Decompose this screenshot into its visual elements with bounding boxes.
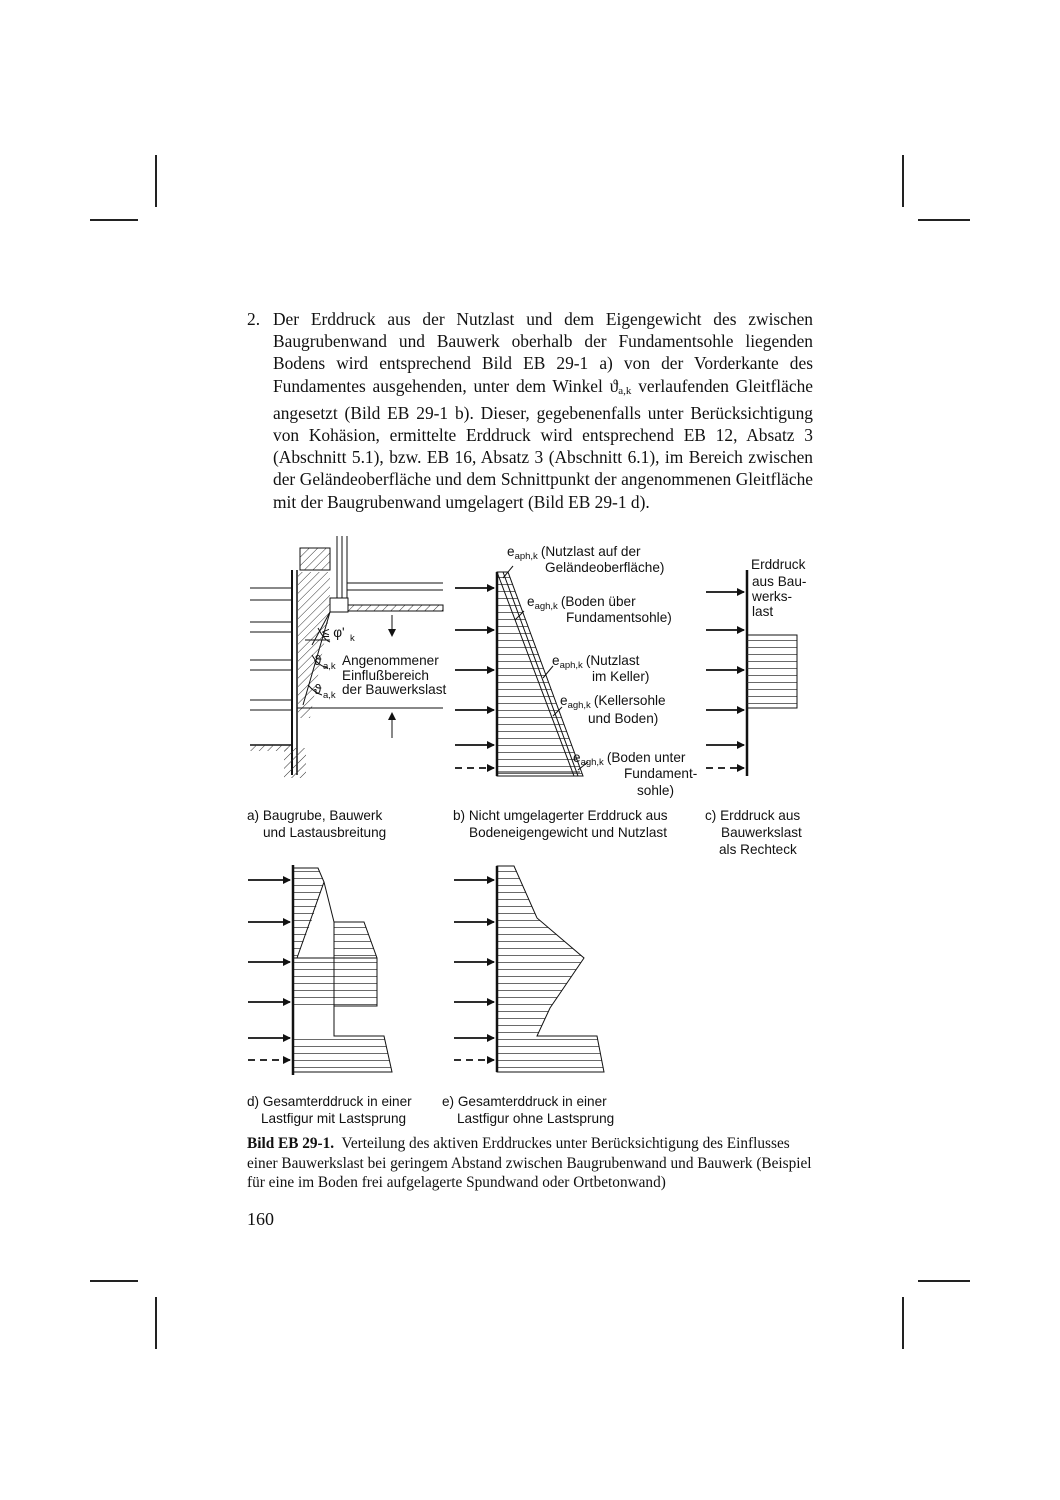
- svg-text:sohle): sohle): [637, 783, 675, 798]
- paragraph-text: Der Erddruck aus der Nutzlast und dem Eigengewicht des zwischen Baugrubenwand und Bauwerk oberhalb der Fundamentsohle liegenden Bodens wird entsprechend Bild EB 29-1 a) von der Vorderkante des Fundamentes ausgehenden, unter dem Winkel ϑa,k verlaufenden Gleitfläche angesetzt (Bild EB 29-1 b). Dieser, gegebenenfalls unter Berücksichtigung von Kohäsion, ermittelte Erddruck wird entsprechend EB 12, Absatz 3 (Abschnitt 5.1), bzw. EB 16, Absatz 3 (Abschnitt 6.1), im Bereich zwischen der Geländeoberfläche und dem Schnittpunkt der angenommenen Gleitfläche mit der Baugrubenwand umgelagert (Bild EB 29-1 d).: [273, 309, 813, 512]
- svg-text:werks-: werks-: [752, 589, 793, 604]
- angle-theta-label: ϑ: [314, 653, 322, 668]
- angle-phi-label: ≤ φ': [322, 625, 345, 640]
- svg-text:und Boden): und Boden): [588, 711, 659, 726]
- svg-text:Geländeoberfläche): Geländeoberfläche): [545, 560, 665, 575]
- svg-text:Einflußbereich: Einflußbereich: [342, 668, 429, 683]
- svg-text:a,k: a,k: [323, 661, 336, 672]
- label-c: Erddruck: [751, 557, 806, 572]
- svg-text:k: k: [350, 633, 355, 644]
- label-e-aph-basement: $e_{aph,k}$ (Nutzlast: [552, 653, 640, 671]
- label-e-agh-below: $e_{agh,k}$ (Boden unter: [573, 750, 686, 768]
- influence-note: Angenommener: [342, 653, 439, 668]
- svg-text:ϑ: ϑ: [314, 682, 322, 697]
- svg-text:last: last: [752, 604, 774, 619]
- page-number: 160: [247, 1209, 274, 1229]
- caption-e: e) Gesamterddruck in einer Lastfigur ohne Lastsprung: [442, 1094, 615, 1126]
- svg-text:aus Bau-: aus Bau-: [752, 574, 807, 589]
- svg-text:a,k: a,k: [323, 690, 336, 701]
- figure-caption: Bild EB 29-1. Verteilung des aktiven Erddruckes unter Berücksichtigung des Einflusses einer Bauwerkslast bei geringem Abstand zwischen Baugrubenwand und Bauwerk (Beispiel für eine im Boden frei aufgelagerte Spundwand oder Ortbetonwand): [247, 1135, 812, 1192]
- panel-e-pressure-diagram: [454, 866, 604, 1072]
- list-number: 2.: [247, 309, 261, 329]
- label-e-aph-ground: $e_{aph,k}$ (Nutzlast auf der: [507, 544, 641, 562]
- caption-a: a) Baugrube, Bauwerk und Lastausbreitung: [247, 808, 387, 840]
- svg-text:Fundament-: Fundament-: [624, 766, 698, 781]
- svg-text:der Bauwerkslast: der Bauwerkslast: [342, 682, 447, 697]
- panel-d-pressure-diagram: [248, 865, 392, 1075]
- label-e-agh-soil: $e_{agh,k}$ (Boden über: [527, 594, 636, 612]
- caption-d: d) Gesamterddruck in einer Lastfigur mit Lastsprung: [247, 1094, 412, 1126]
- svg-text:im Keller): im Keller): [592, 669, 650, 684]
- svg-text:Fundamentsohle): Fundamentsohle): [566, 610, 672, 625]
- label-e-agh-basement: $e_{agh,k}$ (Kellersohle: [560, 693, 666, 711]
- caption-c: c) Erddruck aus Bauwerkslast als Rechteck: [705, 808, 802, 857]
- caption-b: b) Nicht umgelagerter Erddruck aus Bodeneigengewicht und Nutzlast: [453, 808, 668, 840]
